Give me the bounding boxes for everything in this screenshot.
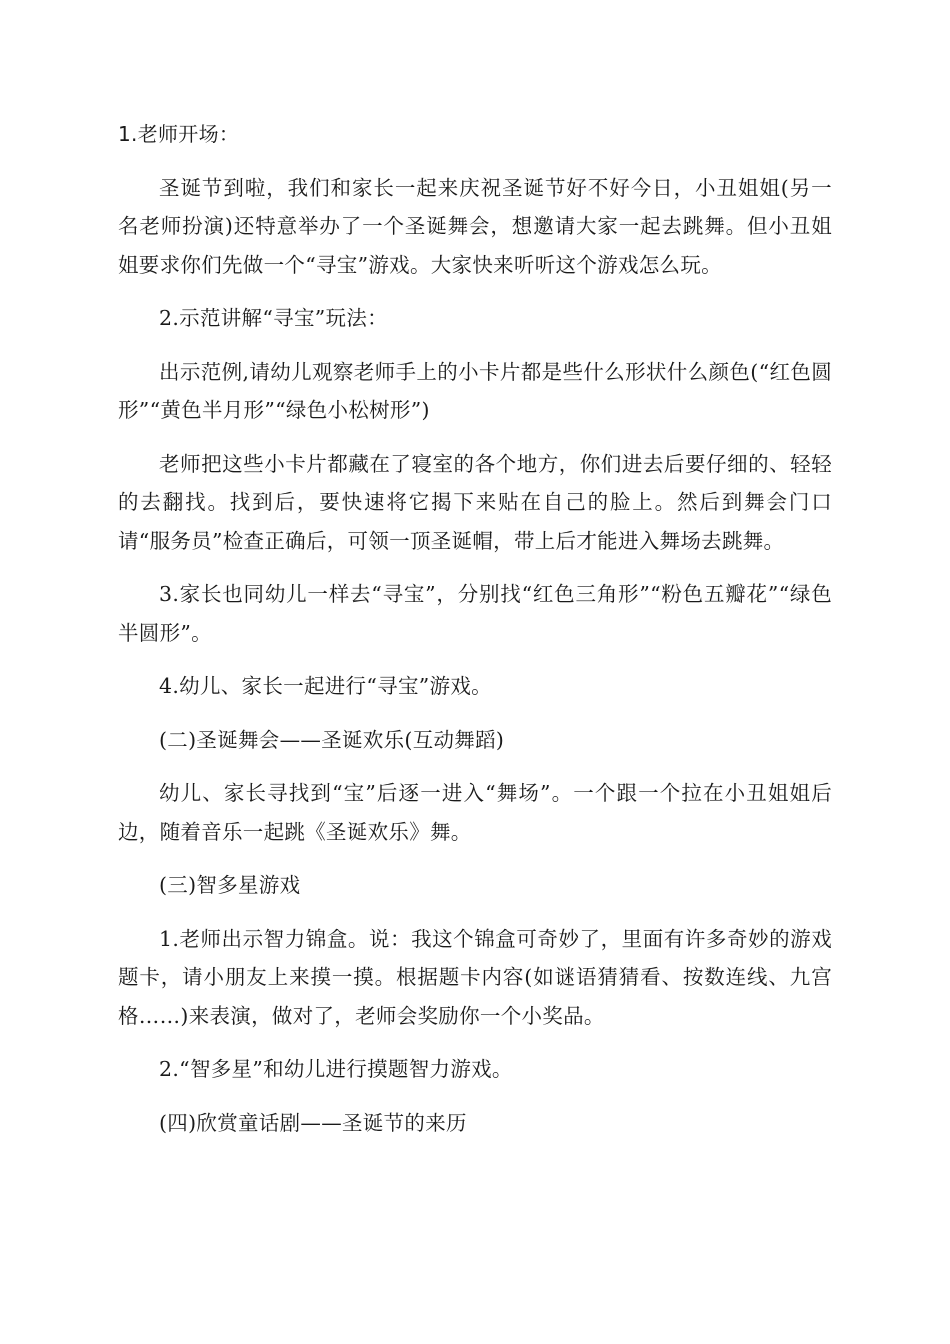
section-heading: 1.老师开场： (118, 122, 240, 146)
paragraph: (三)智多星游戏 (159, 873, 301, 897)
paragraph: (四)欣赏童话剧——圣诞节的来历 (159, 1110, 467, 1135)
paragraph: (二)圣诞舞会——圣诞欢乐(互动舞蹈) (159, 727, 505, 752)
paragraph: 出示范例,请幼儿观察老师手上的小卡片都是些什么形状什么颜色(“红色圆形”“黄色半月形”“绿色小松树形”) (118, 359, 832, 422)
paragraph: 1.老师出示智力锦盒。说：我这个锦盒可奇妙了，里面有许多奇妙的游戏题卡，请小朋友上来摸一摸。根据题卡内容(如谜语猜猜看、按数连线、九宫格……)来表演，做对了，老师会奖励你一个小奖品。 (118, 926, 832, 1028)
paragraph: 3.家长也同幼儿一样去“寻宝”，分别找“红色三角形”“粉色五瓣花”“绿色半圆形”。 (118, 582, 832, 645)
paragraph: 2.“智多星”和幼儿进行摸题智力游戏。 (159, 1057, 513, 1081)
paragraph: 4.幼儿、家长一起进行“寻宝”游戏。 (159, 674, 492, 698)
paragraph: 老师把这些小卡片都藏在了寝室的各个地方，你们进去后要仔细的、轻轻的去翻找。找到后，要快速将它揭下来贴在自己的脸上。然后到舞会门口请“服务员”检查正确后，可领一顶圣诞帽，带上后才能进入舞场去跳舞。 (118, 451, 832, 553)
paragraph: 2.示范讲解“寻宝”玩法： (159, 306, 388, 330)
paragraph: 幼儿、家长寻找到“宝”后逐一进入“舞场”。一个跟一个拉在小丑姐姐后边，随着音乐一起跳《圣诞欢乐》舞。 (118, 781, 832, 844)
paragraph: 圣诞节到啦，我们和家长一起来庆祝圣诞节好不好今日，小丑姐姐(另一名老师扮演)还特意举办了一个圣诞舞会，想邀请大家一起去跳舞。但小丑姐姐要求你们先做一个“寻宝”游戏。大家快来听听这个游戏怎么玩。 (118, 175, 832, 277)
